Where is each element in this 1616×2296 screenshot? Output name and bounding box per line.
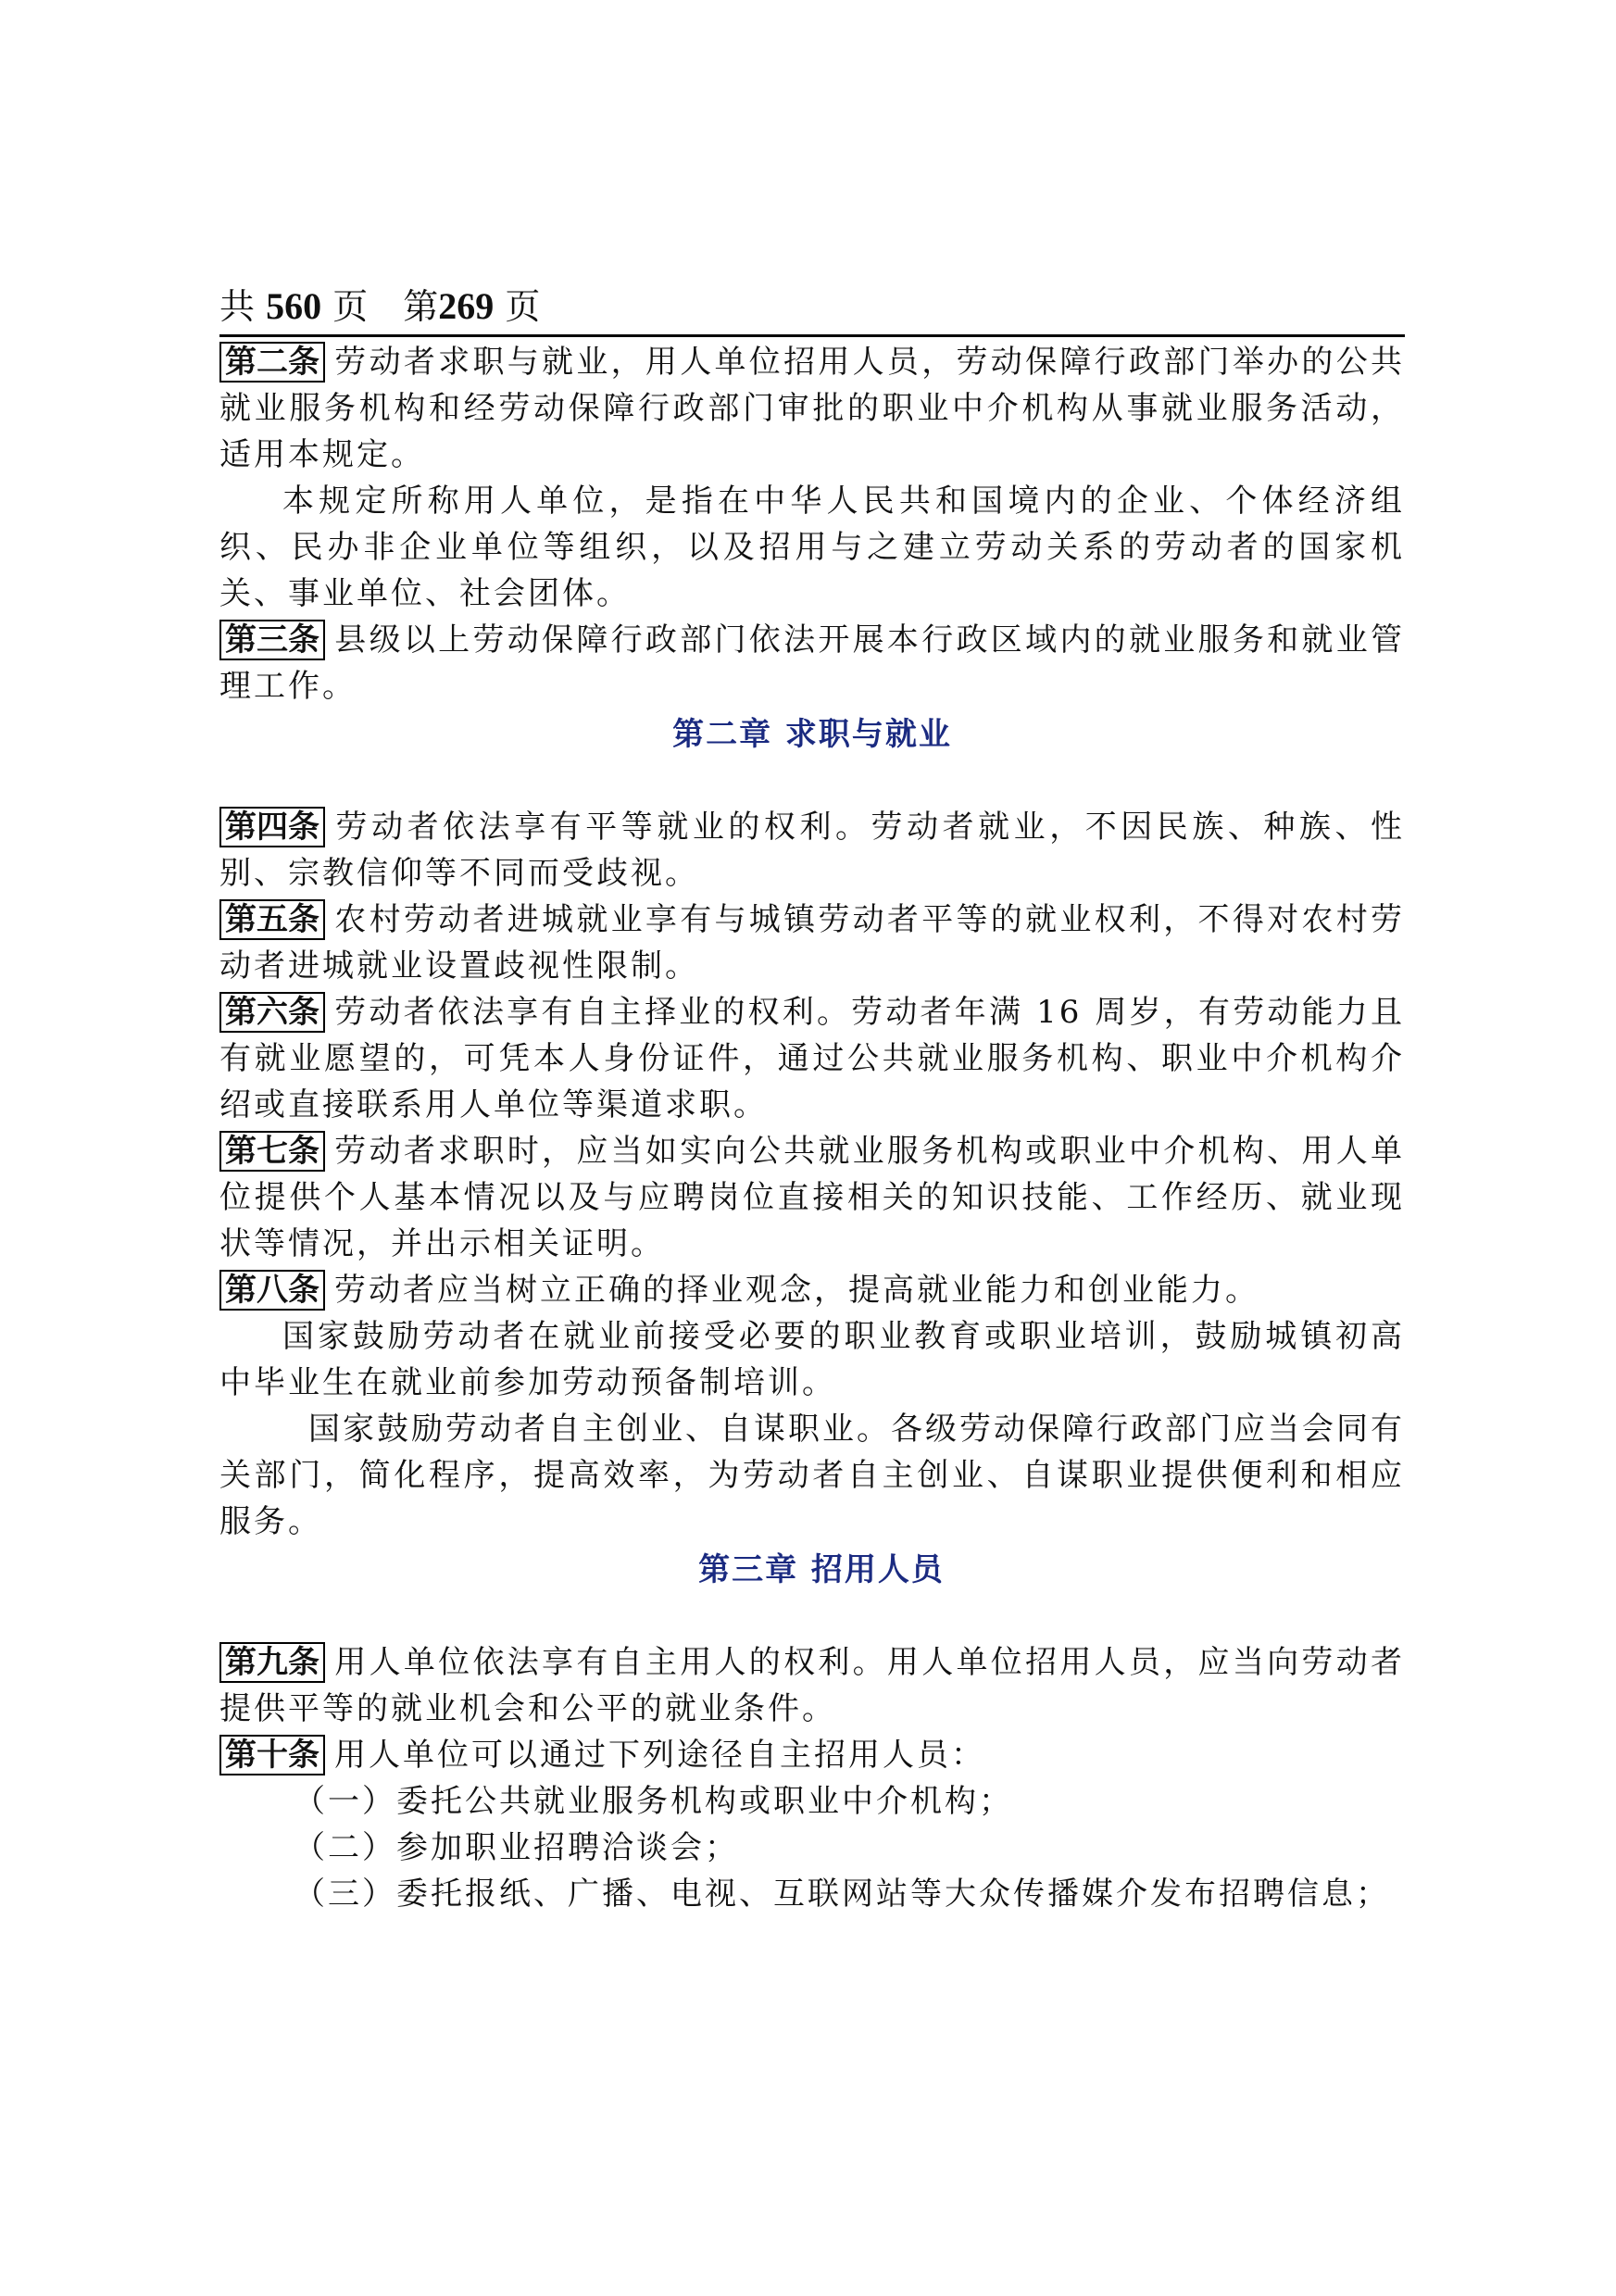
article-text: 用人单位依法享有自主用人的权利。用人单位招用人员，应当向劳动者提供平等的就业机会和公平的就业条件。 (219, 1644, 1405, 1727)
article-10 (219, 1732, 1405, 1778)
page-header (219, 278, 1405, 337)
article-3 (219, 617, 1405, 709)
article-text: 劳动者依法享有自主择业的权利。劳动者年满 16 周岁，有劳动能力且有就业愿望的，可凭本人身份证件，通过公共就业服务机构、职业中介机构介绍或直接联系用人单位等渠道求职。 (219, 994, 1405, 1123)
current-page: 269 (438, 285, 495, 327)
article-2-paragraph-2: 本规定所称用人单位，是指在中华人民共和国境内的企业、个体经济组织、民办非企业单位等组织，以及招用与之建立劳动关系的劳动者的国家机关、事业单位、社会团体。 (219, 483, 1405, 612)
list-item: （一）委托公共就业服务机构或职业中介机构； (294, 1783, 1013, 1820)
article-text: 农村劳动者进城就业享有与城镇劳动者平等的就业权利，不得对农村劳动者进城就业设置歧视性限制。 (219, 901, 1405, 985)
article-label: 第六条 (219, 992, 325, 1033)
article-text: 用人单位可以通过下列途径自主招用人员： (334, 1737, 985, 1774)
article-label: 第九条 (219, 1642, 325, 1683)
article-8-paragraph-2: 国家鼓励劳动者在就业前接受必要的职业教育或职业培训，鼓励城镇初高中毕业生在就业前参加劳动预备制培训。 (219, 1318, 1405, 1401)
article-7 (219, 1128, 1405, 1267)
article-label: 第五条 (219, 899, 325, 940)
article-label: 第十条 (219, 1735, 325, 1775)
chapter-heading-3: 第三章 招用人员 (698, 1551, 945, 1588)
spacer (219, 1593, 1405, 1639)
list-item: （三）委托报纸、广播、电视、互联网站等大众传播媒介发布招聘信息； (294, 1876, 1390, 1913)
article-2 (219, 339, 1405, 478)
spacer (219, 758, 1405, 804)
article-8 (219, 1267, 1405, 1313)
page-counter-prefix: 共 (219, 286, 256, 327)
article-text: 劳动者求职与就业，用人单位招用人员，劳动保障行政部门举办的公共就业服务机构和经劳动保障行政部门审批的职业中介机构从事就业服务活动，适用本规定。 (219, 344, 1405, 473)
article-label: 第二条 (219, 342, 325, 383)
article-text: 劳动者应当树立正确的择业观念，提高就业能力和创业能力。 (334, 1272, 1259, 1309)
document-body (219, 339, 1405, 1917)
article-5 (219, 897, 1405, 989)
page-counter-mid: 页 第 (332, 286, 439, 327)
article-9 (219, 1639, 1405, 1732)
article-text: 县级以上劳动保障行政部门依法开展本行政区域内的就业服务和就业管理工作。 (219, 621, 1405, 705)
total-pages: 560 (266, 285, 322, 327)
article-4 (219, 804, 1405, 897)
page-counter (219, 283, 540, 330)
article-text: 劳动者依法享有平等就业的权利。劳动者就业，不因民族、种族、性别、宗教信仰等不同而受歧视。 (219, 809, 1405, 892)
article-6 (219, 989, 1405, 1128)
list-item: （二）参加职业招聘洽谈会； (294, 1829, 739, 1866)
article-label: 第七条 (219, 1131, 325, 1172)
page-counter-suffix: 页 (505, 286, 541, 327)
article-label: 第八条 (219, 1270, 325, 1311)
article-label: 第三条 (219, 620, 325, 660)
chapter-heading-2: 第二章 求职与就业 (672, 716, 952, 753)
article-text: 劳动者求职时，应当如实向公共就业服务机构或职业中介机构、用人单位提供个人基本情况以及与应聘岗位直接相关的知识技能、工作经历、就业现状等情况，并出示相关证明。 (219, 1133, 1405, 1262)
article-8-paragraph-3: 国家鼓励劳动者自主创业、自谋职业。各级劳动保障行政部门应当会同有关部门，简化程序，提高效率，为劳动者自主创业、自谋职业提供便利和相应服务。 (219, 1411, 1405, 1540)
article-label: 第四条 (219, 807, 325, 847)
